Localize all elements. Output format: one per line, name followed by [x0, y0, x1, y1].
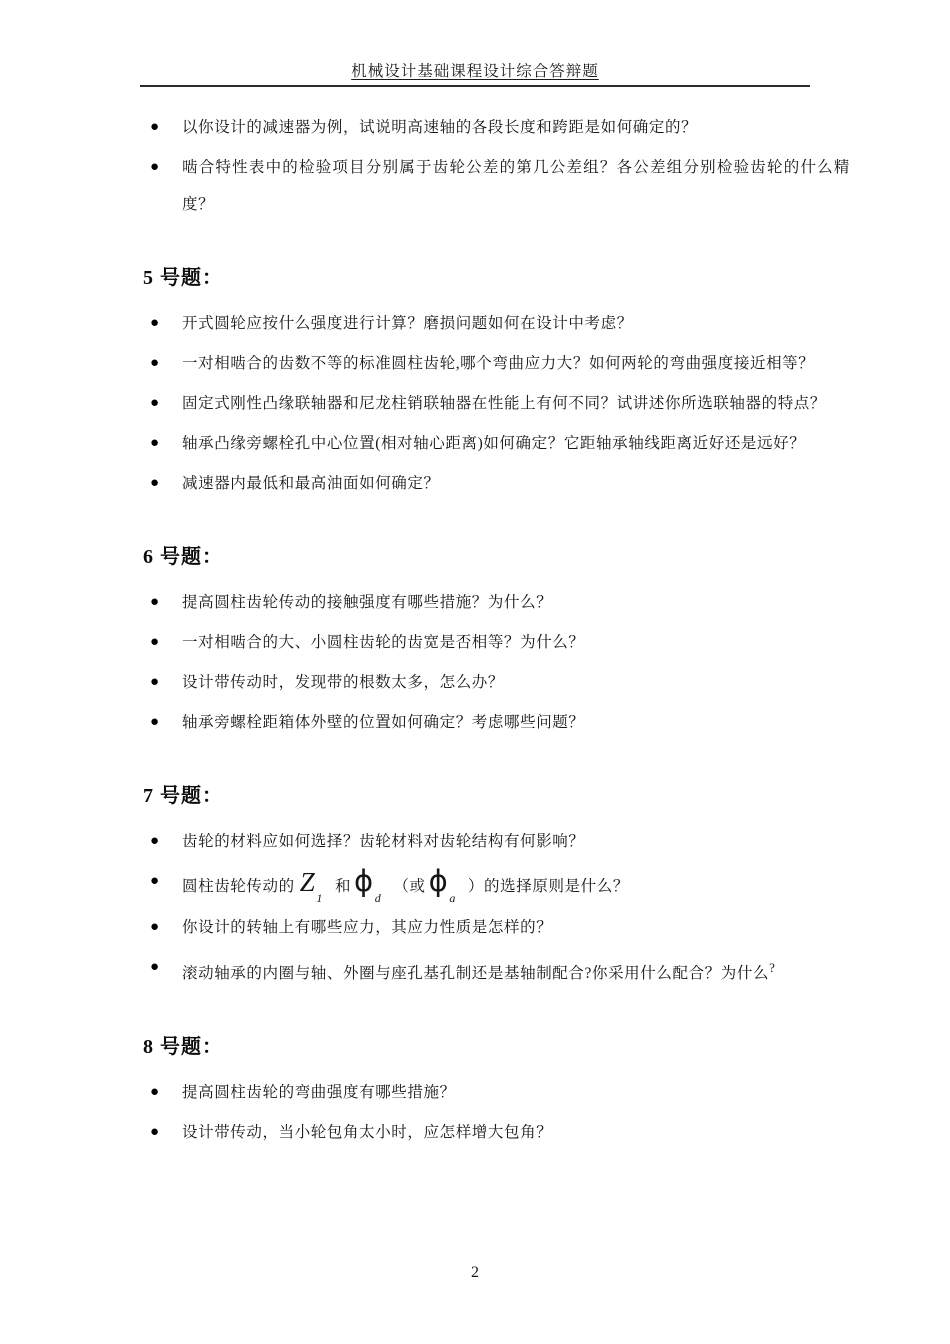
- document-header: [140, 0, 810, 87]
- bullet-icon: ●: [150, 315, 160, 331]
- question-text: 一对相啮合的大、小圆柱齿轮的齿宽是否相等？为什么？: [182, 634, 585, 651]
- bullet-icon: ●: [150, 873, 160, 889]
- question-item: [150, 949, 850, 992]
- question-text: 以你设计的减速器为例，试说明高速轴的各段长度和跨距是如何确定的？: [182, 119, 698, 136]
- section-question-list: [143, 823, 850, 992]
- page-number: 2: [471, 1264, 479, 1281]
- question-text: 提高圆柱齿轮传动的接触强度有哪些措施？为什么？: [182, 594, 553, 611]
- bullet-icon: ●: [150, 435, 160, 451]
- question-text: [182, 863, 850, 906]
- section-heading: 6 号题：: [143, 546, 223, 568]
- bullet-icon: ●: [150, 594, 160, 610]
- intro-question-list: [143, 109, 850, 223]
- question-text-segment: 和: [334, 878, 352, 895]
- bullet-icon: ●: [150, 919, 160, 935]
- bullet-icon: ●: [150, 159, 160, 175]
- question-text: 轴承旁螺栓距箱体外壁的位置如何确定？考虑哪些问题？: [182, 714, 585, 731]
- question-item: [150, 345, 850, 382]
- question-text: 固定式刚性凸缘联轴器和尼龙柱销联轴器在性能上有何不同？试讲述你所选联轴器的特点？: [182, 395, 827, 412]
- question-text: [182, 949, 850, 992]
- question-item: [150, 385, 850, 422]
- section-heading: 8 号题：: [143, 1036, 223, 1058]
- formula-sup: ?: [769, 960, 776, 975]
- question-item: [150, 863, 850, 906]
- header-rule: [140, 85, 810, 87]
- bullet-icon: ●: [150, 475, 160, 491]
- question-text: 轴承凸缘旁螺栓孔中心位置(相对轴心距离)如何确定？它距轴承轴线距离近好还是远好？: [182, 435, 806, 452]
- section-question-list: [143, 1074, 850, 1151]
- bullet-icon: ●: [150, 355, 160, 371]
- question-text: 减速器内最低和最高油面如何确定？: [182, 475, 440, 492]
- bullet-icon: ●: [150, 119, 160, 135]
- section-heading: 5 号题：: [143, 267, 223, 289]
- question-text: 一对相啮合的齿数不等的标准圆柱齿轮,哪个弯曲应力大？如何两轮的弯曲强度接近相等？: [182, 355, 815, 372]
- formula-sub: a: [449, 891, 456, 905]
- section-heading: 7 号题：: [143, 785, 223, 807]
- question-text: 设计带传动时，发现带的根数太多，怎么办？: [182, 674, 505, 691]
- question-text-segment: （或: [393, 878, 426, 895]
- question-text-segment: ）的选择原则是什么？: [467, 878, 629, 895]
- question-text: 啮合特性表中的检验项目分别属于齿轮公差的第几公差组？各公差组分别检验齿轮的什么精度？: [182, 159, 850, 213]
- bullet-icon: ●: [150, 1124, 160, 1140]
- section-question-list: [143, 584, 850, 741]
- question-item: [150, 1074, 850, 1111]
- sections-container: [143, 263, 850, 1151]
- bullet-icon: ●: [150, 1084, 160, 1100]
- bullet-icon: ●: [150, 634, 160, 650]
- document-title: 机械设计基础课程设计综合答辩题: [351, 63, 599, 80]
- question-text: 你设计的转轴上有哪些应力，其应力性质是怎样的？: [182, 919, 553, 936]
- question-text-segment: 滚动轴承的内圈与轴、外圈与座孔基孔制还是基轴制配合?你采用什么配合？为什么: [182, 965, 770, 982]
- formula-bigphi: ϕ: [354, 864, 374, 898]
- question-item: [150, 425, 850, 462]
- question-item: [150, 823, 850, 860]
- question-text: 开式圆轮应按什么强度进行计算？磨损问题如何在设计中考虑？: [182, 315, 633, 332]
- bullet-icon: ●: [150, 959, 160, 975]
- page-footer: [0, 1264, 950, 1282]
- document-content: [143, 109, 850, 1151]
- question-item: [150, 664, 850, 701]
- bullet-icon: ●: [150, 395, 160, 411]
- question-item: [150, 465, 850, 502]
- formula-bigphi: ϕ: [428, 864, 449, 898]
- question-item: [150, 584, 850, 621]
- bullet-icon: ●: [150, 833, 160, 849]
- formula-sub: d: [374, 891, 382, 905]
- formula-sub: 1: [316, 891, 323, 905]
- bullet-icon: ●: [150, 714, 160, 730]
- question-text-segment: 圆柱齿轮传动的: [182, 878, 295, 895]
- question-text: 提高圆柱齿轮的弯曲强度有哪些措施？: [182, 1084, 456, 1101]
- bullet-icon: ●: [150, 674, 160, 690]
- question-item: [150, 704, 850, 741]
- question-item: [150, 624, 850, 661]
- formula-bigvar: Z: [299, 867, 316, 897]
- question-item: [150, 149, 850, 223]
- section-question-list: [143, 305, 850, 502]
- question-item: [150, 305, 850, 342]
- question-text: 齿轮的材料应如何选择？齿轮材料对齿轮结构有何影响？: [182, 833, 585, 850]
- question-item: [150, 909, 850, 946]
- question-text: 设计带传动，当小轮包角太小时，应怎样增大包角？: [182, 1124, 553, 1141]
- question-item: [150, 1114, 850, 1151]
- question-item: [150, 109, 850, 146]
